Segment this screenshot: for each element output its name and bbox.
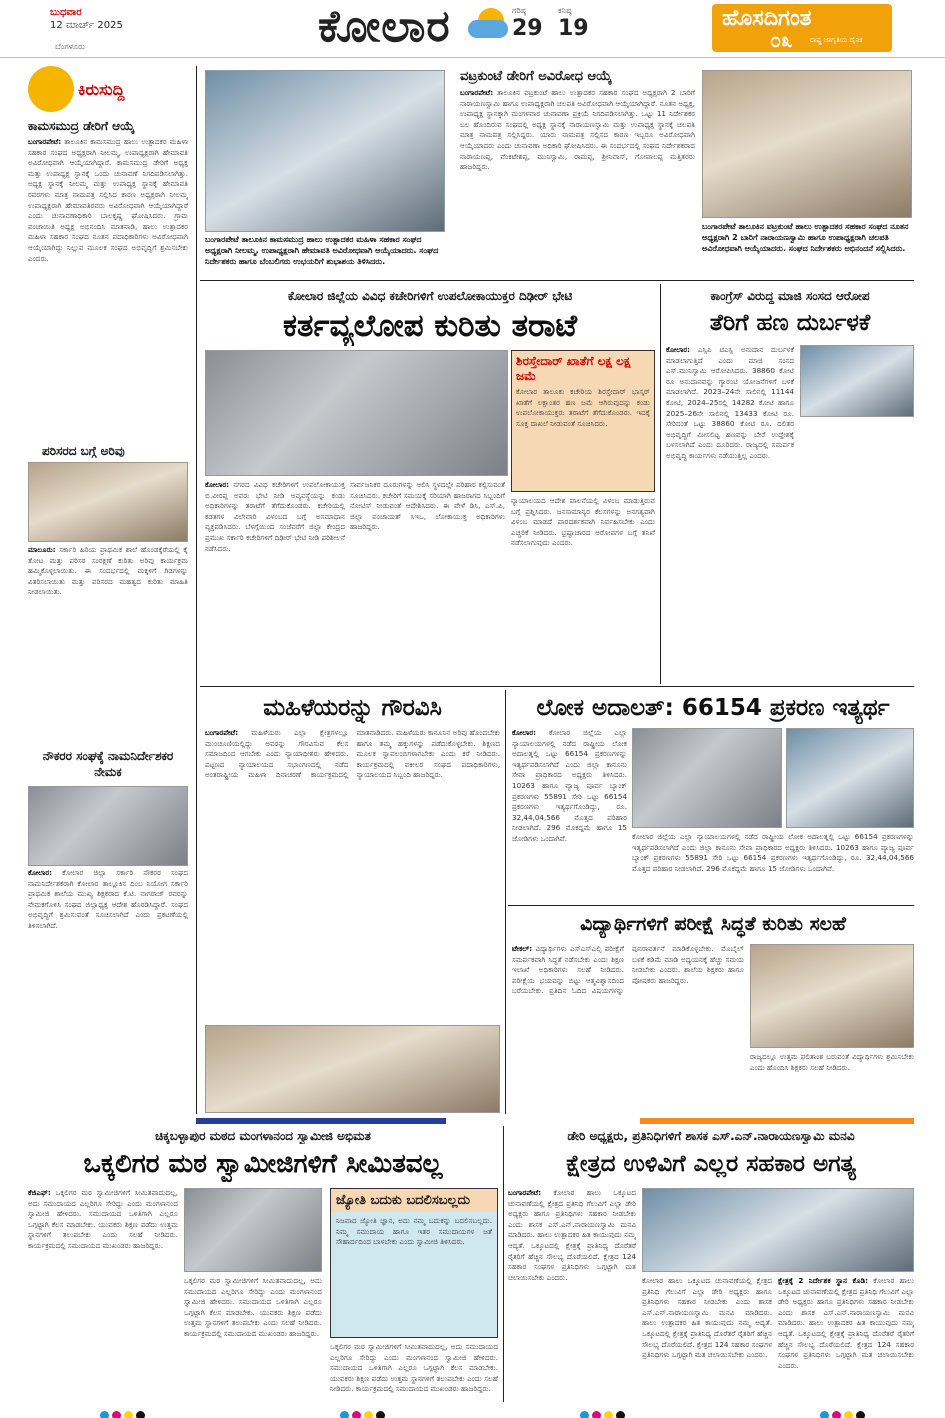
shirastedar-box: ಶಿರಸ್ತೇದಾರ್ ಖಾತೆಗೆ ಲಕ್ಷ ಲಕ್ಷ ಜಮೆ ಕೋಲಾರ ತಾಲೂಕು ಕಚೇರಿಯ ಶಿರಸ್ತೇದಾರ್ ಭಾಸ್ಕರ್ ಖಾತೆಗೆ ಲಕ್ಷಾಂತರ ಹಣ ಜಮೆ ಆಗಿರುವುದನ್ನು ಕಂಡು ಉಪಲೋಕಾಯುಕ್ತರು ತರಾಟೆಗೆ ತೆಗೆದುಕೊಂಡರು. ಇದಕ್ಕೆ ಸೂಕ್ತ ದಾಖಲೆ ನೀಡುವಂತೆ ಸೂಚಿಸಿದರು. xyxy=(511,350,655,492)
kiru-headline-1: ಕಾಮಸಮುದ್ರ ಡೇರಿಗೆ ಆಯ್ಕೆ xyxy=(28,119,135,133)
lead-headline: ಕರ್ತವ್ಯಲೋಪ ಕುರಿತು ತರಾಟೆ xyxy=(283,308,577,344)
vatrakunte-story: ಬಂಗಾರಪೇಟೆ: ತಾಲೂಕಿನ ವಟ್ರಕುಂಟೆ ಹಾಲು ಉತ್ಪಾದಕರ ಸಹಕಾರ ಸಂಘದ ಅಧ್ಯಕ್ಷರಾಗಿ 2 ಬಾರಿಗೆ ನಾರಾಯಣಸ್ವಾಮಿ ಹಾಗೂ ಉಪಾಧ್ಯಕ್ಷರಾಗಿ ಚಲಪತಿ ಅವಿರೋಧವಾಗಿ ಆಯ್ಕೆಯಾಗಿದ್ದಾರೆ. ನೂತನ ಅಧ್ಯಕ್ಷ, ಉಪಾಧ್ಯಕ್ಷ ಸ್ಥಾನಕ್ಕಾಗಿ ಮಂಗಳವಾರ ಚುನಾವಣಾ ಪ್ರಕ್ರಿಯೆ ನಿಗದಿಪಡಿಸಲಾಗಿತ್ತು. ಒಟ್ಟು 11 ನಿರ್ದೇಶಕರ ಬಲ ಹೊಂದಿರುವ ಸಂಘದಲ್ಲಿ ಅಧ್ಯಕ್ಷ ಸ್ಥಾನಕ್ಕೆ ನಾರಾಯಣಸ್ವಾಮಿ ಮತ್ತು ಉಪಾಧ್ಯಕ್ಷ ಸ್ಥಾನಕ್ಕೆ ಚಲಪತಿ ಮಾತ್ರ ನಾಮಪತ್ರ ಸಲ್ಲಿಸಿದ್ದರು. ಯಾರು ನಾಮಪತ್ರ ಸಲ್ಲಿಸದ ಕಾರಣ ಇಬ್ಬರೂ ಅವಿರೋಧವಾಗಿ ಆಯ್ಕೆಯಾದರು ಎಂದು ಚುನಾವಣಾ ಅಧಿಕಾರಿ ಘೋಷಿಸಿದರು. ಈ ಸಂದರ್ಭದಲ್ಲಿ ಸಂಘದ ನಿರ್ದೇಶಕರಾದ ನಾರಾಯಣಪ್ಪ, ವೆಂಕಟೇಶಪ್ಪ, ಮುನಿಸ್ವಾಮಿ, ರಾಮಪ್ಪ, ಶ್ರೀನಿವಾಸ್, ಗೋಪಾಲಪ್ಪ ಮತ್ತಿತರರು ಹಾಜರಿದ್ದರು. xyxy=(460,88,695,172)
okkaliga-story-3: ಒಕ್ಕಲಿಗರ ಮಠ ಸ್ವಾಮೀಜಿಗಳಿಗೆ ಸೀಮಿತವಾದುದಲ್ಲ, ಅದು ಸಮುದಾಯದ ಎಲ್ಲರಿಗೂ ಸೇರಿದ್ದು ಎಂದು ಮಂಗಳಾನಂದ ಸ್ವಾಮೀಜಿ ಹೇಳಿದರು. ಸಮುದಾಯದ ಒಳಿತಿಗಾಗಿ ಎಲ್ಲರೂ ಒಗ್ಗಟ್ಟಾಗಿ ಕೆಲಸ ಮಾಡಬೇಕು. ಯುವಕರು ಶಿಕ್ಷಣ ಪಡೆದು ಉತ್ತಮ ಸ್ಥಾನಗಳಿಗೆ ತಲುಪಬೇಕು ಎಂದು ಸಲಹೆ ನೀಡಿದರು. ಕಾರ್ಯಕ್ರಮದಲ್ಲಿ ಸಮುದಾಯದ ಮುಖಂಡರು ಹಾಜರಿದ್ದರು. xyxy=(330,1342,498,1394)
registration-dots xyxy=(100,1405,148,1418)
dairy-story-2: ಕೋಲಾರ ಹಾಲು ಒಕ್ಕೂಟದ ಚುನಾವಣೆಯಲ್ಲಿ ಕ್ಷೇತ್ರದ ಪ್ರತಿನಿಧಿ ಗೆಲುವಿಗೆ ಎಲ್ಲಾ ಡೇರಿ ಅಧ್ಯಕ್ಷರು ಹಾಗೂ ಪ್ರತಿನಿಧಿಗಳು ಸಹಕಾರ ನೀಡಬೇಕು ಎಂದು ಶಾಸಕ ಎಸ್.ಎನ್.ನಾರಾಯಣಸ್ವಾಮಿ ಮನವಿ ಮಾಡಿದರು. ಹಾಲು ಉತ್ಪಾದಕರ ಹಿತ ಕಾಯುವುದು ನಮ್ಮ ಆದ್ಯತೆ. ಒಕ್ಕೂಟದಲ್ಲಿ ಕ್ಷೇತ್ರಕ್ಕೆ ಪ್ರಾತಿನಿಧ್ಯ ದೊರೆತರೆ ರೈತರಿಗೆ ಹೆಚ್ಚಿನ ಸೌಲಭ್ಯ ದೊರೆಯಲಿದೆ. ಕ್ಷೇತ್ರದ 124 ಸಹಕಾರ ಸಂಘಗಳ ಪ್ರತಿನಿಧಿಗಳು ಒಗ್ಗಟ್ಟಾಗಿ ಮತ ಚಲಾಯಿಸಬೇಕು ಎಂದರು. xyxy=(642,1276,772,1360)
issue-date-text: 12 ಮಾರ್ಚ್ 2025 xyxy=(50,20,123,31)
masthead-bar xyxy=(0,0,945,58)
min-temp: ಕನಿಷ್ಠ 19 xyxy=(558,6,589,41)
kiru-headline-3: ನೌಕರರ ಸಂಘಕ್ಕೆ ನಾಮನಿರ್ದೇಶಕರ ನೇಮಕ xyxy=(42,749,174,779)
okkaliga-story: ಕೆಜಿಎಫ್: ಒಕ್ಕಲಿಗರ ಮಠ ಸ್ವಾಮೀಜಿಗಳಿಗೆ ಸೀಮಿತವಾದುದಲ್ಲ, ಅದು ಸಮುದಾಯದ ಎಲ್ಲರಿಗೂ ಸೇರಿದ್ದು ಎಂದು ಮಂಗಳಾನಂದ ಸ್ವಾಮೀಜಿ ಹೇಳಿದರು. ಸಮುದಾಯದ ಒಳಿತಿಗಾಗಿ ಎಲ್ಲರೂ ಒಗ್ಗಟ್ಟಾಗಿ ಕೆಲಸ ಮಾಡಬೇಕು. ಯುವಕರು ಶಿಕ್ಷಣ ಪಡೆದು ಉತ್ತಮ ಸ್ಥಾನಗಳಿಗೆ ತಲುಪಬೇಕು ಎಂದು ಸಲಹೆ ನೀಡಿದರು. ಕಾರ್ಯಕ್ರಮದಲ್ಲಿ ಸಮುದಾಯದ ಮುಖಂಡರು ಹಾಜರಿದ್ದರು. xyxy=(28,1188,178,1250)
exam-story: ಟೇಕಲ್: ವಿದ್ಯಾರ್ಥಿಗಳು ಎಸ್ಎಸ್ಎಲ್ಸಿ ಪರೀಕ್ಷೆಗೆ ಸಮರ್ಪಕವಾಗಿ ಸಿದ್ಧತೆ ನಡೆಸಬೇಕು ಎಂದು ಶಿಕ್ಷಣ ಇಲಾಖೆ ಅಧಿಕಾರಿಗಳು ಸಲಹೆ ನೀಡಿದರು. ಪರೀಕ್ಷೆಯ ಭಯವನ್ನು ಬಿಟ್ಟು ಆತ್ಮವಿಶ್ವಾಸದಿಂದ ಬರೆಯಬೇಕು. ಪ್ರತಿದಿನ ಓದಿದ ವಿಷಯಗಳನ್ನು ಪುನರಾವರ್ತನೆ ಮಾಡಿಕೊಳ್ಳಬೇಕು. ಮೊಬೈಲ್ ಬಳಕೆ ಕಡಿಮೆ ಮಾಡಿ ಅಧ್ಯಯನಕ್ಕೆ ಹೆಚ್ಚು ಸಮಯ ನೀಡಬೇಕು ಎಂದರು. ಶಾಲೆಯ ಶಿಕ್ಷಕರು ಹಾಗೂ ಪೋಷಕರು ಹಾಜರಿದ್ದರು. xyxy=(512,944,744,996)
women-story: ಬಂಗಾರಪೇಟೆ: ಮಹಿಳೆಯರು ಎಲ್ಲಾ ಕ್ಷೇತ್ರಗಳಲ್ಲೂ ಮುಂಚೂಣಿಯಲ್ಲಿದ್ದು ಅವರನ್ನು ಗೌರವಿಸುವ ಕೆಲಸ ಸಮಾಜದಿಂದ ಆಗಬೇಕು ಎಂದು ನ್ಯಾಯಾಧೀಶರು ಹೇಳಿದರು. ಪಟ್ಟಣದ ನ್ಯಾಯಾಲಯದ ಸಭಾಂಗಣದಲ್ಲಿ ನಡೆದ ಅಂತರಾಷ್ಟ್ರೀಯ ಮಹಿಳಾ ದಿನಾಚರಣೆ ಕಾರ್ಯಕ್ರಮದಲ್ಲಿ ಮಾತನಾಡಿದರು. ಮಹಿಳೆಯರು ಕಾನೂನಿನ ಅರಿವು ಹೊಂದಬೇಕು ಹಾಗೂ ತಮ್ಮ ಹಕ್ಕುಗಳನ್ನು ಪಡೆದುಕೊಳ್ಳಬೇಕು. ಶಿಕ್ಷಣದ ಮೂಲಕ ಸ್ವಾವಲಂಬಿಗಳಾಗಬೇಕು ಎಂದು ಕರೆ ನೀಡಿದರು. ಕಾರ್ಯಕ್ರಮದಲ್ಲಿ ವಕೀಲರ ಸಂಘದ ಪದಾಧಿಕಾರಿಗಳು, ನ್ಯಾಯಾಲಯದ ಸಿಬ್ಬಂದಿ ಹಾಜರಿದ್ದರು. xyxy=(205,728,500,780)
women-headline: ಮಹಿಳೆಯರನ್ನು ಗೌರವಿಸಿ xyxy=(263,695,442,721)
kiru-headline-2: ಪರಿಸರದ ಬಗ್ಗೆ ಅರಿವು xyxy=(42,444,125,458)
exam-headline: ವಿದ್ಯಾರ್ಥಿಗಳಿಗೆ ಪರೀಕ್ಷೆ ಸಿದ್ಧತೆ ಕುರಿತು ಸಲಹೆ xyxy=(580,913,846,935)
hand-icon xyxy=(28,66,74,112)
adalat-headline: ಲೋಕ ಅದಾಲತ್: 66154 ಪ್ರಕರಣ ಇತ್ಯರ್ಥ xyxy=(536,695,890,721)
max-temp: ಗರಿಷ್ಠ 29 xyxy=(512,6,543,41)
exam-photo xyxy=(750,944,914,1048)
congress-story: ಕೋಲಾರ: ಎಸ್ಸಿಪಿ ಟಿಎಸ್ಪಿ ಅನುದಾನ ದುರ್ಬಳಕೆ ಮಾಡಲಾಗುತ್ತಿದೆ ಎಂದು ಮಾಜಿ ಸಂಸದ ಎಸ್.ಮುನಿಸ್ವಾಮಿ ಆರೋಪಿಸಿದರು. 38860 ಕೋಟಿ ರೂ ಅನುದಾನವನ್ನು ಗ್ಯಾರಂಟಿ ಯೋಜನೆಗಳಿಗೆ ಬಳಕೆ ಮಾಡಲಾಗಿದೆ. 2023–24ನೇ ಸಾಲಿನಲ್ಲಿ 11144 ಕೋಟಿ, 2024–25ರಲ್ಲಿ 14282 ಕೋಟಿ ಹಾಗೂ 2025–26ನೇ ಸಾಲಿನಲ್ಲಿ 13433 ಕೋಟಿ ರೂ. ಸೇರಿದಂತೆ ಒಟ್ಟು 38860 ಕೋಟಿ ರೂ. ದಲಿತರ ಅಭಿವೃದ್ಧಿಗೆ ಮೀಸಲಿಟ್ಟ ಹಣವನ್ನು ಬೇರೆ ಉದ್ದೇಶಕ್ಕೆ ಬಳಸಲಾಗಿದೆ ಎಂದು ದೂರಿದರು. ರಾಜ್ಯದಲ್ಲಿ ಸಮರ್ಪಕ ಅಭಿವೃದ್ಧಿ ಕಾರ್ಯಗಳು ನಡೆಯುತ್ತಿಲ್ಲ ಎಂದರು. xyxy=(666,345,794,460)
appointment-photo xyxy=(28,786,188,866)
paper-name: ಹೊಸದಿಗಂತ xyxy=(722,6,812,31)
adalat-photo-1 xyxy=(632,728,782,828)
exam-caption: ರಾಜ್ಯದಲ್ಲೂ ಉತ್ತಮ ಫಲಿತಾಂಶ ಬರುವಂತೆ ವಿದ್ಯಾರ್ಥಿಗಳು ಶ್ರಮಿಸಬೇಕು ಎಂದು ಹೊಂದಿಸಿ ಶಿಕ್ಷಕರು ಸಲಹೆ ನೀಡಿದರು. xyxy=(750,1052,914,1072)
adalat-photo-2 xyxy=(786,728,914,828)
dairy-story-3: ಕ್ಷೇತ್ರಕ್ಕೆ 2 ನಿರ್ದೇಶಕ ಸ್ಥಾನ ಕೊಡಿ: ಕೋಲಾರ ಹಾಲು ಒಕ್ಕೂಟದ ಚುನಾವಣೆಯಲ್ಲಿ ಕ್ಷೇತ್ರದ ಪ್ರತಿನಿಧಿ ಗೆಲುವಿಗೆ ಎಲ್ಲಾ ಡೇರಿ ಅಧ್ಯಕ್ಷರು ಹಾಗೂ ಪ್ರತಿನಿಧಿಗಳು ಸಹಕಾರ ನೀಡಬೇಕು ಎಂದು ಶಾಸಕ ಎಸ್.ಎನ್.ನಾರಾಯಣಸ್ವಾಮಿ ಮನವಿ ಮಾಡಿದರು. ಹಾಲು ಉತ್ಪಾದಕರ ಹಿತ ಕಾಯುವುದು ನಮ್ಮ ಆದ್ಯತೆ. ಒಕ್ಕೂಟದಲ್ಲಿ ಕ್ಷೇತ್ರಕ್ಕೆ ಪ್ರಾತಿನಿಧ್ಯ ದೊರೆತರೆ ರೈತರಿಗೆ ಹೆಚ್ಚಿನ ಸೌಲಭ್ಯ ದೊರೆಯಲಿದೆ. ಕ್ಷೇತ್ರದ 124 ಸಹಕಾರ ಸಂಘಗಳ ಪ್ರತಿನಿಧಿಗಳು ಒಗ್ಗಟ್ಟಾಗಿ ಮತ ಚಲಾಯಿಸಬೇಕು ಎಂದರು. xyxy=(778,1276,914,1370)
vatrakunte-headline: ವಟ್ರಕುಂಟೆ ಡೇರಿಗೆ ಅವಿರೋಧ ಆಯ್ಕೆ xyxy=(460,69,612,84)
adalat-story: ಕೋಲಾರ: ಕೋಲಾರ ಜಿಲ್ಲೆಯ ಎಲ್ಲಾ ನ್ಯಾಯಾಲಯಗಳಲ್ಲಿ ನಡೆದ ರಾಷ್ಟ್ರೀಯ ಲೋಕ ಅದಾಲತ್ನಲ್ಲಿ ಒಟ್ಟು 66154 ಪ್ರಕರಣಗಳನ್ನು ಇತ್ಯರ್ಥಪಡಿಸಲಾಗಿದೆ ಎಂದು ಜಿಲ್ಲಾ ಕಾನೂನು ಸೇವಾ ಪ್ರಾಧಿಕಾರದ ಅಧ್ಯಕ್ಷರು ತಿಳಿಸಿದರು. 10263 ಹಾಗೂ ವ್ಯಾಜ್ಯ ಪೂರ್ವ ಬ್ಯಾಂಕ್ ಪ್ರಕರಣಗಳು 55891 ಸೇರಿ ಒಟ್ಟು 66154 ಪ್ರಕರಣಗಳು ಇತ್ಯರ್ಥಗೊಂಡಿದ್ದು, ರೂ. 32,44,04,566 ಮೊತ್ತದ ಪರಿಹಾರ ನೀಡಲಾಗಿದೆ. 296 ಮೊಕದ್ದಮೆ ಹಾಗೂ 15 ಜೋಡಿಗಳು ಒಂದಾಗಿವೆ. xyxy=(512,728,627,843)
page-number: ೦೩ xyxy=(770,28,793,52)
dairy-story: ಬಂಗಾರಪೇಟೆ: ಕೋಲಾರ ಹಾಲು ಒಕ್ಕೂಟದ ಚುನಾವಣೆಯಲ್ಲಿ ಕ್ಷೇತ್ರದ ಪ್ರತಿನಿಧಿ ಗೆಲುವಿಗೆ ಎಲ್ಲಾ ಡೇರಿ ಅಧ್ಯಕ್ಷರು ಹಾಗೂ ಪ್ರತಿನಿಧಿಗಳು ಸಹಕಾರ ನೀಡಬೇಕು ಎಂದು ಶಾಸಕ ಎಸ್.ಎನ್.ನಾರಾಯಣಸ್ವಾಮಿ ಮನವಿ ಮಾಡಿದರು. ಹಾಲು ಉತ್ಪಾದಕರ ಹಿತ ಕಾಯುವುದು ನಮ್ಮ ಆದ್ಯತೆ. ಒಕ್ಕೂಟದಲ್ಲಿ ಕ್ಷೇತ್ರಕ್ಕೆ ಪ್ರಾತಿನಿಧ್ಯ ದೊರೆತರೆ ರೈತರಿಗೆ ಹೆಚ್ಚಿನ ಸೌಲಭ್ಯ ದೊರೆಯಲಿದೆ. ಕ್ಷೇತ್ರದ 124 ಸಹಕಾರ ಸಂಘಗಳ ಪ್ರತಿನಿಧಿಗಳು ಒಗ್ಗಟ್ಟಾಗಿ ಮತ ಚಲಾಯಿಸಬೇಕು ಎಂದರು. xyxy=(508,1188,636,1282)
dairy-headline: ಕ್ಷೇತ್ರದ ಉಳಿವಿಗೆ ಎಲ್ಲರ ಸಹಕಾರ ಅಗತ್ಯ xyxy=(566,1151,856,1177)
lead-col-2: ಸಾರ್ವಜನಿಕರ ದೂರುಗಳನ್ನು ಆಲಿಸಿ ಸ್ಥಳದಲ್ಲೇ ಪರಿಹಾರ ಕಲ್ಪಿಸುವಂತೆ ಸೂಚಿಸಿದರು. ಕಚೇರಿಗೆ ಸಮಯಕ್ಕೆ ಸರಿಯಾಗಿ ಹಾಜರಾಗದ ಸಿಬ್ಬಂದಿಗೆ ನೋಟಿಸ್ ನೀಡುವಂತೆ ಆದೇಶಿಸಿದರು. ಈ ವೇಳೆ ಡಿಸಿ, ಎಸ್.ಪಿ, ಜಿಲ್ಲಾ ಪಂಚಾಯತ್ ಸಿಇಒ, ಲೋಕಾಯುಕ್ತ ಅಧಿಕಾರಿಗಳು ಹಾಜರಿದ್ದರು. xyxy=(350,480,505,532)
congress-kicker: ಕಾಂಗ್ರೆಸ್ ವಿರುದ್ಧ ಮಾಜಿ ಸಂಸದ ಆರೋಪ xyxy=(710,289,870,303)
paper-tagline: ರಾಷ್ಟ್ರ ಜಾಗೃತಿಯ ದೈನಿಕ xyxy=(810,36,863,44)
lead-col-3: ನ್ಯಾಯಾಲಯದ ಆದೇಶ ಪಾಲನೆಯಲ್ಲಿ ವಿಳಂಬ ಮಾಡುತ್ತಿರುವ ಬಗ್ಗೆ ಪ್ರಶ್ನಿಸಿದರು. ಜನಸಾಮಾನ್ಯರ ಕೆಲಸಗಳನ್ನು ಅನಗತ್ಯವಾಗಿ ವಿಳಂಬ ಮಾಡದೆ ಪಾರದರ್ಶಕವಾಗಿ ನಿರ್ವಹಿಸಬೇಕು ಎಂದು ಎಚ್ಚರಿಕೆ ನೀಡಿದರು. ಭ್ರಷ್ಟಾಚಾರದ ಆರೋಪಗಳ ಬಗ್ಗೆ ತನಿಖೆ ನಡೆಸಲಾಗುವುದು ಎಂದರು. xyxy=(511,496,655,548)
paper-logo xyxy=(712,4,892,52)
lead-col-1: ಕೋಲಾರ: ನಗರದ ವಿವಿಧ ಕಚೇರಿಗಳಿಗೆ ಉಪಲೋಕಾಯುಕ್ತ ಬಿ.ವೀರಪ್ಪ ಅವರು ಭೇಟಿ ನೀಡಿ ಅವ್ಯವಸ್ಥೆಯನ್ನು ಕಂಡು ಅಧಿಕಾರಿಗಳನ್ನು ತರಾಟೆಗೆ ತೆಗೆದುಕೊಂಡರು. ಕಚೇರಿಯಲ್ಲಿ ಕಡತಗಳ ವಿಲೇವಾರಿ ವಿಳಂಬದ ಬಗ್ಗೆ ಅಸಮಾಧಾನ ವ್ಯಕ್ತಪಡಿಸಿದರು. ಬೆಳಗ್ಗೆಯಿಂದ ಸಂಜೆವರೆಗೆ ಜಿಲ್ಲಾ ಕೇಂದ್ರದ ಪ್ರಮುಖ ಸರ್ಕಾರಿ ಕಚೇರಿಗಳಿಗೆ ದಿಢೀರ್ ಭೇಟಿ ನೀಡಿ ಪರಿಶೀಲನೆ ನಡೆಸಿದರು. xyxy=(205,480,345,553)
kiru-story-2: ಮಾಲೂರು: ಸರ್ಕಾರಿ ಹಿರಿಯ ಪ್ರಾಥಮಿಕ ಶಾಲೆ ಹೊಂಡಕ್ಕೆರೆಯಲ್ಲಿ ಕೈ ತೋಟ ಮತ್ತು ಪರಿಸರ ಸಂರಕ್ಷಣೆ ಕುರಿತು ಅರಿವು ಕಾರ್ಯಕ್ರಮ ಹಮ್ಮಿಕೊಳ್ಳಲಾಯಿತು. ಈ ಸಂದರ್ಭದಲ್ಲಿ ಮಕ್ಕಳಿಗೆ ಗಿಡಗಳನ್ನು ವಿತರಿಸಲಾಯಿತು ಮತ್ತು ಪರಿಸರದ ಮಹತ್ವದ ಕುರಿತು ಮಾಹಿತಿ ನೀಡಲಾಯಿತು. xyxy=(28,545,188,597)
school-photo xyxy=(28,462,188,542)
cloud-icon xyxy=(468,20,508,38)
issue-day: ಬುಧವಾರ xyxy=(50,7,82,18)
kamasamudra-caption: ಬಂಗಾರಪೇಟೆ ತಾಲೂಕಿನ ಕಾಮಸಮುದ್ರ ಹಾಲು ಉತ್ಪಾದಕರ ಮಹಿಳಾ ಸಹಕಾರ ಸಂಘದ ಅಧ್ಯಕ್ಷರಾಗಿ ನೀಲಮ್ಮ, ಉಪಾಧ್ಯಕ್ಷರಾಗಿ ಹೇಮಾವತಿ ಅವಿರೋಧವಾಗಿ ಆಯ್ಕೆಯಾದರು. ಸಂಘದ ನಿರ್ದೇಶಕರು ಹಾಗೂ ಬೆಂಬಲಿಗರು ಉಭಯರಿಗೆ ಶುಭಾಶಯ ತಿಳಿಸಿದರು. xyxy=(205,235,439,266)
dairy-kicker: ಡೇರಿ ಅಧ್ಯಕ್ಷರು, ಪ್ರತಿನಿಧಿಗಳಿಗೆ ಶಾಸಕ ಎಸ್.ಎನ್.ನಾರಾಯಣಸ್ವಾಮಿ ಮನವಿ xyxy=(567,1129,855,1143)
dairy-photo xyxy=(642,1188,914,1272)
lead-kicker: ಕೋಲಾರ ಜಿಲ್ಲೆಯ ವಿವಿಧ ಕಚೇರಿಗಳಿಗೆ ಉಪಲೋಕಾಯುಕ್ತರ ದಿಢೀರ್ ಭೇಟಿ xyxy=(287,289,573,303)
jyothi-box: ಜ್ಯೋತಿ ಬದುಕು ಬದಲಿಸಬಲ್ಲದು ನಿಜವಾದ ಜ್ಯೋತಿ ಜ್ಞಾನ, ಅದು ನಮ್ಮ ಬದುಕನ್ನು ಬದಲಿಸಬಲ್ಲದು. ನಿಮ್ಮ ಸಮುದಾಯ ಹಾಗೂ ಇತರ ಸಮುದಾಯಗಳ ಜತೆ ಸೌಹಾರ್ದದಿಂದ ಬಾಳಬೇಕು ಎಂದು ಸ್ವಾಮೀಜಿ ತಿಳಿಸಿದರು. xyxy=(330,1188,498,1338)
congress-headline: ತೆರಿಗೆ ಹಣ ದುರ್ಬಳಕೆ xyxy=(709,310,871,336)
kamasamudra-photo xyxy=(205,70,445,232)
lokayukta-photo xyxy=(205,350,508,476)
kiru-story-3: ಕೋಲಾರ: ಕೋಲಾರ ಜಿಲ್ಲಾ ಸರ್ಕಾರಿ ನೌಕರರ ಸಂಘದ ನಾಮನಿರ್ದೇಶಕರಾಗಿ ಕೋಲಾರ ತಾಲ್ಲೂಕಿನ ದಿಂಬ ನಿಯೋಗ ಸರ್ಕಾರಿ ಪ್ರಾಥಮಿಕ ಶಾಲೆಯ ಮುಖ್ಯ ಶಿಕ್ಷಕರಾದ ಕೆ.ಟಿ. ನಾಗರಾಜ್ ರವರನ್ನು ನೇಮಕಗೊಳಿಸಿ ಸಂಘದ ಜಿಲ್ಲಾಧ್ಯಕ್ಷ ಆದೇಶ ಹೊರಡಿಸಿದ್ದಾರೆ. ಸಂಘದ ಅಭಿವೃದ್ಧಿಗೆ ಶ್ರಮಿಸುವಂತೆ ಸೂಚಿಸಲಾಗಿದೆ ಎಂದು ಪ್ರಕಟಣೆಯಲ್ಲಿ ತಿಳಿಸಲಾಗಿದೆ. xyxy=(28,868,188,930)
issue-date xyxy=(50,6,123,32)
kiru-label: ಕಿರುಸುದ್ದಿ xyxy=(28,66,188,114)
vatrakunte-photo xyxy=(702,70,912,218)
vatrakunte-caption: ಬಂಗಾರಪೇಟೆ ತಾಲೂಕಿನ ವಟ್ರಕುಂಟೆ ಹಾಲು ಉತ್ಪಾದಕರ ಸಹಕಾರ ಸಂಘದ ನೂತನ ಅಧ್ಯಕ್ಷರಾಗಿ 2 ಬಾರಿಗೆ ನಾರಾಯಣಸ್ವಾಮಿ ಹಾಗೂ ಉಪಾಧ್ಯಕ್ಷರಾಗಿ ಚಲಪತಿ ಅವಿರೋಧವಾಗಿ ಆಯ್ಕೆಯಾದರು. ಸಂಘದ ನಿರ್ದೇಶಕರು ಅಭಿನಂದನೆ ಸಲ್ಲಿಸಿದರು. xyxy=(702,222,909,253)
okkaliga-story-2: ಒಕ್ಕಲಿಗರ ಮಠ ಸ್ವಾಮೀಜಿಗಳಿಗೆ ಸೀಮಿತವಾದುದಲ್ಲ, ಅದು ಸಮುದಾಯದ ಎಲ್ಲರಿಗೂ ಸೇರಿದ್ದು ಎಂದು ಮಂಗಳಾನಂದ ಸ್ವಾಮೀಜಿ ಹೇಳಿದರು. ಸಮುದಾಯದ ಒಳಿತಿಗಾಗಿ ಎಲ್ಲರೂ ಒಗ್ಗಟ್ಟಾಗಿ ಕೆಲಸ ಮಾಡಬೇಕು. ಯುವಕರು ಶಿಕ್ಷಣ ಪಡೆದು ಉತ್ತಮ ಸ್ಥಾನಗಳಿಗೆ ತಲುಪಬೇಕು ಎಂದು ಸಲಹೆ ನೀಡಿದರು. ಕಾರ್ಯಕ್ರಮದಲ್ಲಿ ಸಮುದಾಯದ ಮುಖಂಡರು ಹಾಜರಿದ್ದರು. xyxy=(184,1276,322,1338)
okkaliga-kicker: ಚಿಕ್ಕಬಳ್ಳಾಪುರ ಮಠದ ಮಂಗಳಾನಂದ ಸ್ವಾಮೀಜಿ ಅಭಿಮತ xyxy=(155,1129,371,1143)
okkaliga-headline: ಒಕ್ಕಲಿಗರ ಮಠ ಸ್ವಾಮೀಜಿಗಳಿಗೆ ಸೀಮಿತವಲ್ಲ xyxy=(83,1149,443,1179)
munisamy-photo xyxy=(800,345,914,417)
adalat-story-more: ಕೋಲಾರ ಜಿಲ್ಲೆಯ ಎಲ್ಲಾ ನ್ಯಾಯಾಲಯಗಳಲ್ಲಿ ನಡೆದ ರಾಷ್ಟ್ರೀಯ ಲೋಕ ಅದಾಲತ್ನಲ್ಲಿ ಒಟ್ಟು 66154 ಪ್ರಕರಣಗಳನ್ನು ಇತ್ಯರ್ಥಪಡಿಸಲಾಗಿದೆ ಎಂದು ಜಿಲ್ಲಾ ಕಾನೂನು ಸೇವಾ ಪ್ರಾಧಿಕಾರದ ಅಧ್ಯಕ್ಷರು ತಿಳಿಸಿದರು. 10263 ಹಾಗೂ ವ್ಯಾಜ್ಯ ಪೂರ್ವ ಬ್ಯಾಂಕ್ ಪ್ರಕರಣಗಳು 55891 ಸೇರಿ ಒಟ್ಟು 66154 ಪ್ರಕರಣಗಳು ಇತ್ಯರ್ಥಗೊಂಡಿದ್ದು, ರೂ. 32,44,04,566 ಮೊತ್ತದ ಪರಿಹಾರ ನೀಡಲಾಗಿದೆ. 296 ಮೊಕದ್ದಮೆ ಹಾಗೂ 15 ಜೋಡಿಗಳು ಒಂದಾಗಿವೆ. xyxy=(632,832,914,873)
women-day-photo xyxy=(205,1025,500,1113)
edition-city: ಬೆಂಗಳೂರು xyxy=(55,42,85,51)
swamiji-photo xyxy=(184,1188,322,1272)
section-title: ಕೋಲಾರ xyxy=(318,1,451,52)
kiru-story-1: ಬಂಗಾರಪೇಟೆ: ತಾಲೂಕಿನ ಕಾಮಸಮುದ್ರ ಹಾಲು ಉತ್ಪಾದಕರ ಮಹಿಳಾ ಸಹಕಾರ ಸಂಘದ ಅಧ್ಯಕ್ಷರಾಗಿ ನೀಲಮ್ಮ, ಉಪಾಧ್ಯಕ್ಷರಾಗಿ ಹೇಮಾವತಿ ಅವಿರೋಧವಾಗಿ ಆಯ್ಕೆಯಾಗಿದ್ದಾರೆ. ಕಾಮಸಮುದ್ರ ಡೇರಿಗೆ ಅಧ್ಯಕ್ಷ ಮತ್ತು ಉಪಾಧ್ಯಕ್ಷ ಸ್ಥಾನಕ್ಕೆ ಒಂದು ಚುನಾವಣೆ ನಿಗದಿಪಡಿಸಲಾಗಿತ್ತು. ಅಧ್ಯಕ್ಷ ಸ್ಥಾನಕ್ಕೆ ನೀಲಮ್ಮ ಮತ್ತು ಉಪಾಧ್ಯಕ್ಷ ಸ್ಥಾನಕ್ಕೆ ಹೇಮಾವತಿ ರವರಗಳು ಮಾತ್ರ ನಾಮಪತ್ರ ಸಲ್ಲಿಸಿದ ಕಾರಣ ಅಧ್ಯಕ್ಷರಾಗಿ ನೀಲಮ್ಮ ಉಪಾಧ್ಯಕ್ಷರಾಗಿ ಹೇಮಾವತಿರವರು ಅವಿರೋಧವಾಗಿ ಆಯ್ಕೆಯಾಗಿದ್ದಾರೆ ಎಂದು ಚುನಾವಣಾಧಿಕಾರಿ ಬಾಲಕೃಷ್ಣ ಘೋಷಿಸಿದರು. ಗ್ರಾಮ ಪಂಚಾಯಿತಿ ಅಧ್ಯಕ್ಷ ಅಭಿನಂದಿಸಿ ಮಾತನಾಡಿ, ಹಾಲು ಉತ್ಪಾದಕರ ಮಹಿಳಾ ಸಹಕಾರ ಸಂಘದ ನೂತನ ಪದಾಧಿಕಾರಿಗಳು ಅವಿರೋಧವಾಗಿ ಆಯ್ಕೆಯಾಗಿದ್ದು ನಿಲ್ಲುವ ಮೂಲಕ ಸಂಘದ ಅಭಿವೃದ್ಧಿಗೆ ಶ್ರಮಿಸಬೇಕು ಎಂದರು. xyxy=(28,137,188,263)
